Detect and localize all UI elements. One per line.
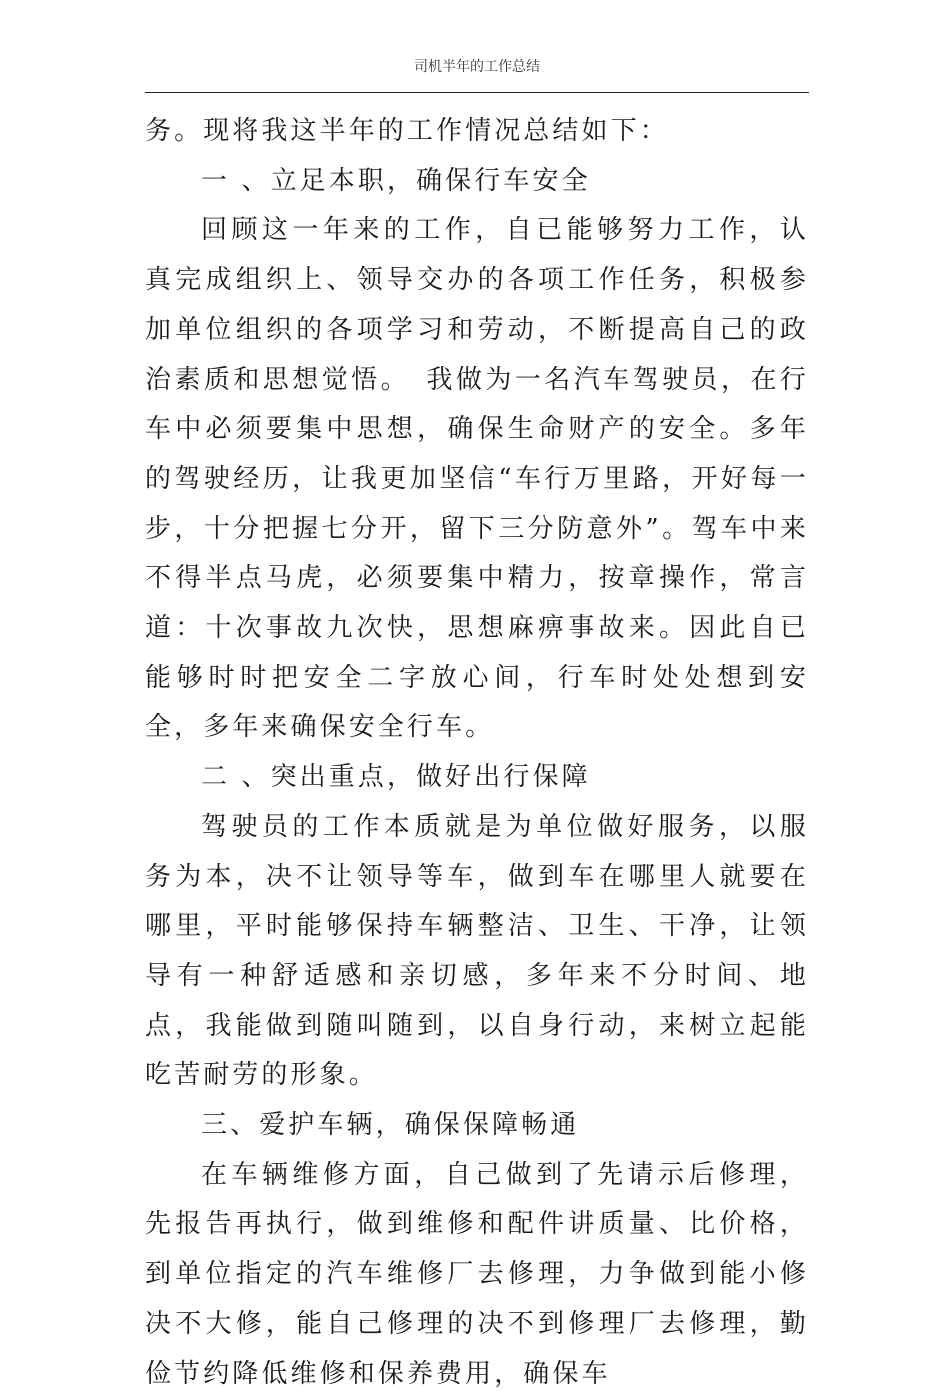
section-heading-2: 二 、突出重点，做好出行保障 xyxy=(201,762,591,793)
paragraph-section-2: 驾驶员的工作本质就是为单位做好服务，以服务为本，决不让领导等车，做到车在哪里人就要在哪里，平时能够保持车辆整洁、卫生、干净，让领导有一种舒适感和亲切感，多年来不分时间、地点，我能做到随叫随到，以自身行动，来树立起能吃苦耐劳的形象。 xyxy=(145,811,809,1091)
paragraph-section-3: 在车辆维修方面，自己做到了先请示后修理，先报告再执行，做到维修和配件讲质量、比价格，到单位指定的汽车维修厂去修理，力争做到能小修决不大修，能自己修理的决不到修理厂去修理，勤俭节约降低维修和保养费用，确保车 xyxy=(145,1159,809,1389)
section-heading-1: 一 、立足本职，确保行车安全 xyxy=(201,165,591,196)
paragraph-section-1: 回顾这一年来的工作，自已能够努力工作，认真完成组织上、领导交办的各项工作任务，积极参加单位组织的各项学习和劳动，不断提高自己的政治素质和思想觉悟。 我做为一名汽车驾驶员，在行车中必须要集中思想，确保生命财产的安全。多年的驾驶经历，让我更加坚信“车行万里路，开好每一步，十分把握七分开，留下三分防意外”。驾车中来不得半点马虎，必须要集中精力，按章操作，常言道：十次事故九次快，思想麻痹事故来。因此自已能够时时把安全二字放心间，行车时处处想到安全，多年来确保安全行车。 xyxy=(145,215,809,743)
section-heading-3: 三、爱护车辆，确保保障畅通 xyxy=(201,1110,580,1141)
header-divider xyxy=(145,92,809,93)
paragraph-intro: 务。现将我这半年的工作情况总结如下： xyxy=(145,116,669,146)
document-body xyxy=(145,107,809,1399)
page-header-title: 司机半年的工作总结 xyxy=(414,59,540,75)
